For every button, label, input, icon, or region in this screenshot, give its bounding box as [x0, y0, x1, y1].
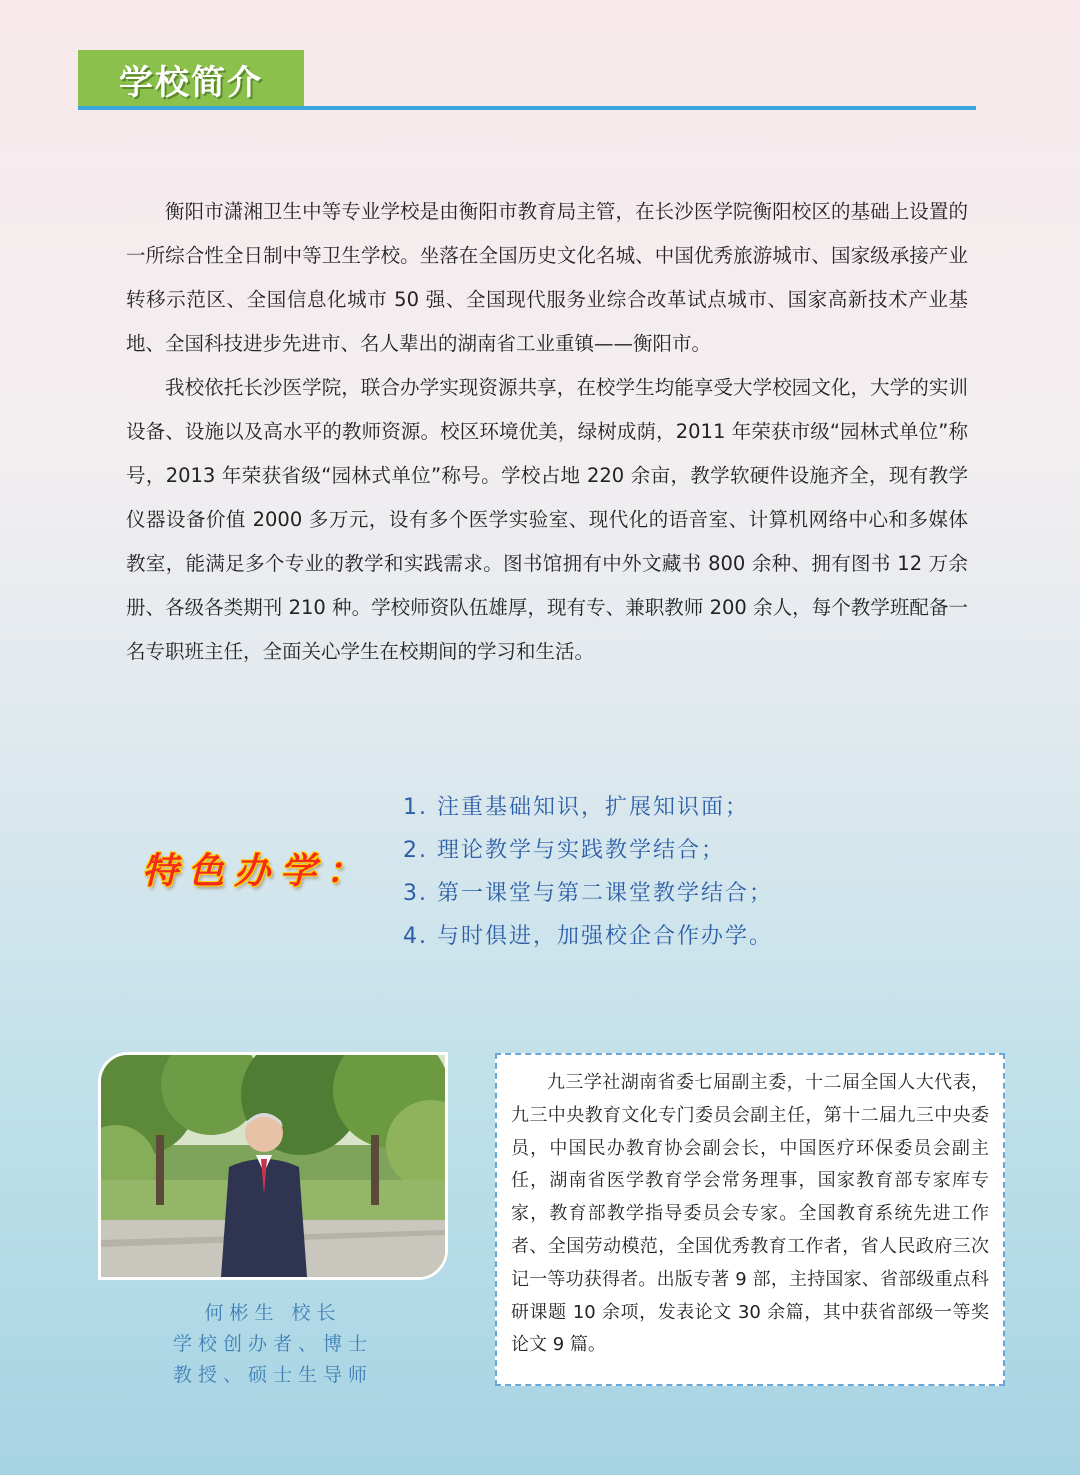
features-list — [403, 786, 773, 958]
intro-text — [126, 190, 968, 674]
feature-item-1: 1. 注重基础知识，扩展知识面； — [403, 795, 749, 820]
feature-item-2: 2. 理论教学与实践教学结合； — [403, 838, 725, 863]
intro-paragraph-1: 衡阳市潇湘卫生中等专业学校是由衡阳市教育局主管，在长沙医学院衡阳校区的基础上设置的一所综合性全日制中等卫生学校。坐落在全国历史文化名城、中国优秀旅游城市、国家级承接产业转移示范区、全国信息化城市 50 强、全国现代服务业综合改革试点城市、国家高新技术产业基地、全国科技进步先进市、名人辈出的湖南省工业重镇——衡阳市。 — [126, 200, 968, 355]
intro-paragraph-2: 我校依托长沙医学院，联合办学实现资源共享，在校学生均能享受大学校园文化，大学的实训设备、设施以及高水平的教师资源。校区环境优美，绿树成荫，2011 年荣获市级“园林式单位”称号，2013 年荣获省级“园林式单位”称号。学校占地 220 余亩，教学软硬件设施齐全，现有教学仪器设备价值 2000 多万元，设有多个医学实验室、现代化的语音室、计算机网络中心和多媒体教室，能满足多个专业的教学和实践需求。图书馆拥有中外文藏书 800 余种、拥有图书 12 万余册、各级各类期刊 210 种。学校师资队伍雄厚，现有专、兼职教师 200 余人，每个教学班配备一名专职班主任，全面关心学生在校期间的学习和生活。 — [126, 376, 968, 663]
feature-item-3: 3. 第一课堂与第二课堂教学结合； — [403, 881, 773, 906]
caption-role: 学校创办者、博士 — [172, 1333, 373, 1355]
principal-photo-image — [101, 1055, 445, 1277]
section-title-text: 学校简介 — [119, 62, 263, 103]
caption-name: 何彬生 校长 — [204, 1302, 342, 1324]
features-label: 特色办学： — [142, 850, 373, 892]
principal-caption — [140, 1298, 406, 1391]
caption-title: 教授、硕士生导师 — [172, 1364, 373, 1386]
header-divider — [78, 106, 976, 110]
section-title — [78, 50, 304, 108]
principal-bio: 九三学社湖南省委七届副主委，十二届全国人大代表，九三中央教育文化专门委员会副主任，第十二届九三中央委员，中国民办教育协会副会长，中国医疗环保委员会副主任，湖南省医学教育学会常务理事，国家教育部专家库专家，教育部教学指导委员会专家。全国教育系统先进工作者、全国劳动模范，全国优秀教育工作者，省人民政府三次记一等功获得者。出版专著 9 部，主持国家、省部级重点科研课题 10 余项，发表论文 30 余篇，其中获省部级一等奖论文 9 篇。 — [511, 1072, 989, 1356]
feature-item-4: 4. 与时俱进，加强校企合作办学。 — [403, 924, 773, 949]
principal-bio-box — [495, 1053, 1005, 1386]
principal-photo — [98, 1052, 448, 1280]
